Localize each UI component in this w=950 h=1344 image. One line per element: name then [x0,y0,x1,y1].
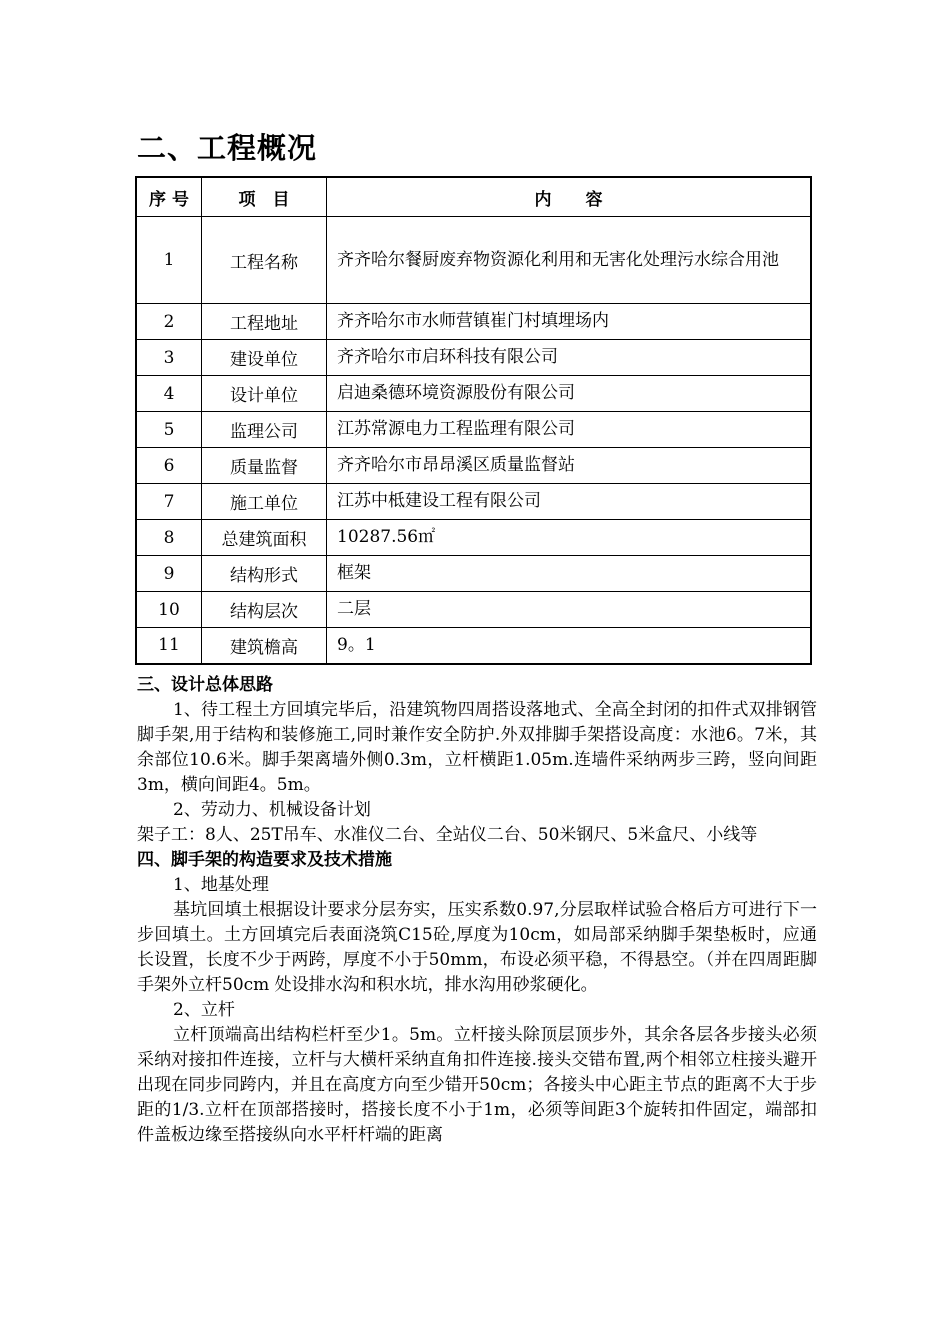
row-no: 4 [136,376,202,412]
table-row [136,376,811,412]
section-3-paragraph-1: 1、待工程土方回填完毕后，沿建筑物四周搭设落地式、全高全封闭的扣件式双排钢管脚手架,用于结构和装修施工,同时兼作安全防护.外双排脚手架搭设高度：水池6。7米，其余部位10.6米。脚手架离墙外侧0.3m，立杆横距1.05m.连墙件采纳两步三跨，竖向间距3m，横向间距4。5m。 [137,700,817,795]
section-4-paragraph-3: 2、立杆 [173,1000,235,1020]
table-row [136,628,811,664]
row-no: 9 [136,556,202,592]
table-row [136,217,811,304]
row-no: 2 [136,304,202,340]
section-3-title: 三、设计总体思路 [137,675,273,695]
section-2-title: 二、工程概况 [137,131,318,165]
section-4-paragraph-4: 立杆顶端高出结构栏杆至少1。5m。立杆接头除顶层顶步外，其余各层各步接头必须采纳对接扣件连接，立杆与大横杆采纳直角扣件连接.接头交错布置,两个相邻立柱接头避开出现在同步同跨内，并且在高度方向至少错开50cm；各接头中心距主节点的距离不大于步距的1/3.立杆在顶部搭接时，搭接长度不小于1m，必须等间距3个旋转扣件固定，端部扣件盖板边缘至搭接纵向水平杆杆端的距离 [137,1025,817,1145]
section-4-paragraph-2: 基坑回填土根据设计要求分层夯实，压实系数0.97,分层取样试验合格后方可进行下一步回填土。土方回填完后表面浇筑C15砼,厚度为10cm，如局部采纳脚手架垫板时，应通长设置，长度不少于两跨，厚度不小于50mm，布设必须平稳，不得悬空。（并在四周距脚手架外立杆50cm 处设排水沟和积水坑，排水沟用砂浆硬化。 [137,900,817,995]
row-content: 齐齐哈尔市昂昂溪区质量监督站 [327,448,812,484]
row-no: 1 [136,217,202,304]
table-row [136,412,811,448]
table-row [136,556,811,592]
row-item: 工程名称 [202,217,327,304]
table-row [136,520,811,556]
section-4-paragraph-1: 1、地基处理 [173,875,269,895]
row-content: 江苏中柢建设工程有限公司 [327,484,812,520]
row-item: 监理公司 [202,412,327,448]
row-content: 启迪桑德环境资源股份有限公司 [327,376,812,412]
header-no: 序 号 [136,177,202,217]
table-row [136,484,811,520]
section-4-title: 四、脚手架的构造要求及技术措施 [137,850,392,870]
row-content: 框架 [327,556,812,592]
row-item: 结构层次 [202,592,327,628]
row-content: 二层 [327,592,812,628]
row-item: 工程地址 [202,304,327,340]
row-item: 设计单位 [202,376,327,412]
table-row [136,304,811,340]
row-content: 齐齐哈尔市水师营镇崔门村填埋场内 [327,304,812,340]
row-item: 总建筑面积 [202,520,327,556]
row-content: 齐齐哈尔餐厨废弃物资源化利用和无害化处理污水综合用池 [327,217,812,304]
section-3-paragraph-2: 2、劳动力、机械设备计划 [173,800,371,820]
table-row [136,592,811,628]
row-item: 建筑檐高 [202,628,327,664]
section-3-paragraph-3: 架子工：8人、25T吊车、水准仪二台、全站仪二台、50米钢尺、5米盒尺、小线等 [137,825,758,845]
project-overview-table [135,176,812,665]
section-3 [137,673,817,1148]
header-item: 项 目 [202,177,327,217]
row-content: 10287.56㎡ [327,520,812,556]
table-row [136,448,811,484]
table-row [136,340,811,376]
row-item: 质量监督 [202,448,327,484]
row-no: 8 [136,520,202,556]
table-header-row [136,177,811,217]
row-no: 5 [136,412,202,448]
row-no: 10 [136,592,202,628]
row-no: 3 [136,340,202,376]
row-no: 6 [136,448,202,484]
row-content: 齐齐哈尔市启环科技有限公司 [327,340,812,376]
row-content: 9。1 [327,628,812,664]
row-no: 11 [136,628,202,664]
row-item: 建设单位 [202,340,327,376]
row-no: 7 [136,484,202,520]
row-content: 江苏常源电力工程监理有限公司 [327,412,812,448]
header-content: 内 容 [327,177,812,217]
row-item: 结构形式 [202,556,327,592]
row-item: 施工单位 [202,484,327,520]
